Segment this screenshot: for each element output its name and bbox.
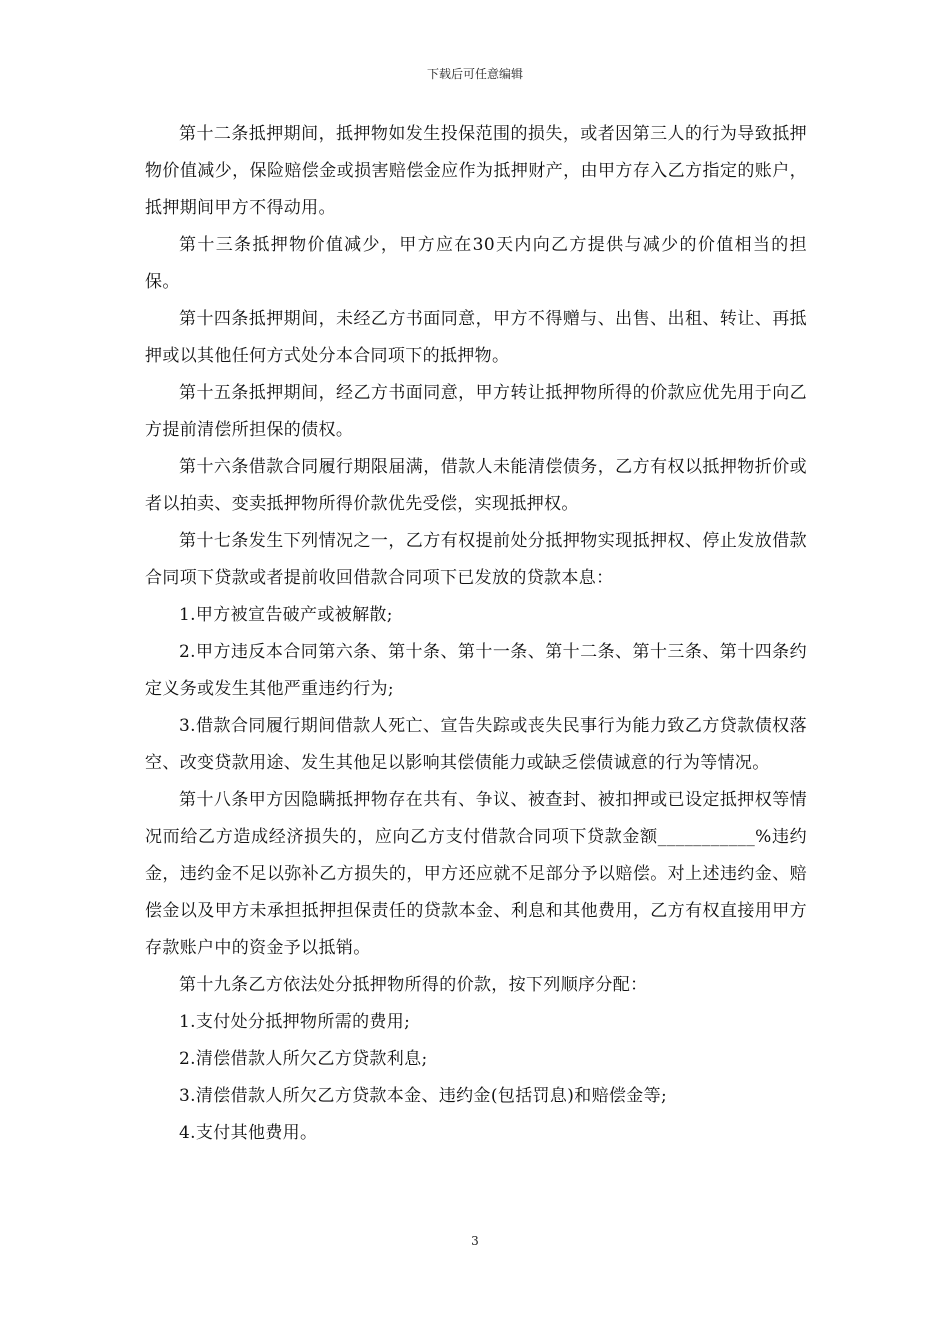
article-19-paragraph: 第十九条乙方依法处分抵押物所得的价款，按下列顺序分配： xyxy=(179,975,648,995)
article-14-paragraph: 第十四条抵押期间，未经乙方书面同意，甲方不得赠与、出售、出租、转让、再抵押或以其他任何方式处分本合同项下的抵押物。 xyxy=(145,309,807,366)
article-17-item-1: 1.甲方被宣告破产或被解散; xyxy=(179,605,393,625)
article-17-item-3: 3.借款合同履行期间借款人死亡、宣告失踪或丧失民事行为能力致乙方贷款债权落空、改变贷款用途、发生其他足以影响其偿债能力或缺乏偿债诚意的行为等情况。 xyxy=(145,716,807,773)
article-19-item-3: 3.清偿借款人所欠乙方贷款本金、违约金(包括罚息)和赔偿金等; xyxy=(179,1086,668,1106)
article-15-paragraph: 第十五条抵押期间，经乙方书面同意，甲方转让抵押物所得的价款应优先用于向乙方提前清偿所担保的债权。 xyxy=(145,383,807,440)
article-19-item-2: 2.清偿借款人所欠乙方贷款利息; xyxy=(179,1049,428,1069)
article-19-item-1: 1.支付处分抵押物所需的费用; xyxy=(179,1012,411,1032)
page-header: 下载后可任意编辑 xyxy=(426,67,523,81)
article-12-paragraph: 第十二条抵押期间，抵押物如发生投保范围的损失，或者因第三人的行为导致抵押物价值减少，保险赔偿金或损害赔偿金应作为抵押财产，由甲方存入乙方指定的账户，抵押期间甲方不得动用。 xyxy=(145,124,807,218)
document-body xyxy=(145,116,807,1152)
page-number: 3 xyxy=(471,1234,479,1248)
article-17-item-2: 2.甲方违反本合同第六条、第十条、第十一条、第十二条、第十三条、第十四条约定义务或发生其他严重违约行为; xyxy=(145,642,807,699)
article-17-paragraph: 第十七条发生下列情况之一，乙方有权提前处分抵押物实现抵押权、停止发放借款合同项下贷款或者提前收回借款合同项下已发放的贷款本息： xyxy=(145,531,807,588)
article-13-paragraph: 第十三条抵押物价值减少，甲方应在30天内向乙方提供与减少的价值相当的担保。 xyxy=(145,235,807,292)
article-16-paragraph: 第十六条借款合同履行期限届满，借款人未能清偿债务，乙方有权以抵押物折价或者以拍卖、变卖抵押物所得价款优先受偿，实现抵押权。 xyxy=(145,457,807,514)
article-19-item-4: 4.支付其他费用。 xyxy=(179,1123,318,1143)
article-18-paragraph: 第十八条甲方因隐瞒抵押物存在共有、争议、被查封、被扣押或已设定抵押权等情况而给乙方造成经济损失的，应向乙方支付借款合同项下贷款金额___________%违约金，违约金不足以弥补乙方损失的，甲方还应就不足部分予以赔偿。对上述违约金、赔偿金以及甲方未承担抵押担保责任的贷款本金、利息和其他费用，乙方有权直接用甲方存款账户中的资金予以抵销。 xyxy=(145,790,807,958)
